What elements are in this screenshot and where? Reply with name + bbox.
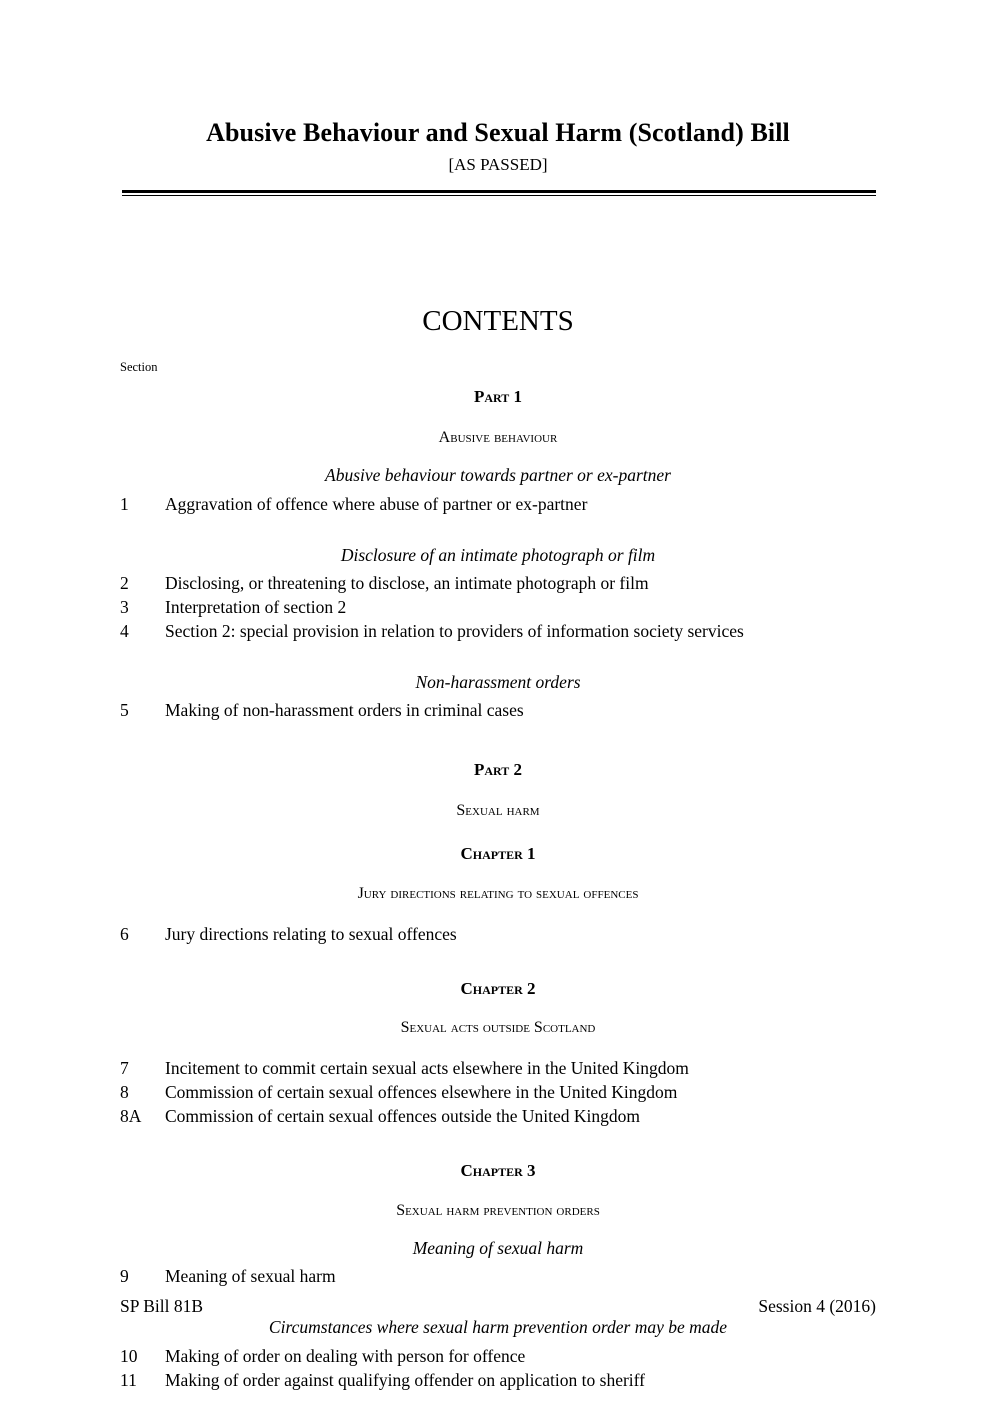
document-title: Abusive Behaviour and Sexual Harm (Scotland) Bill [206, 118, 790, 147]
toc-entry-number: 8 [120, 1081, 129, 1102]
toc-entry-text: Incitement to commit certain sexual acts elsewhere in the United Kingdom [165, 1057, 689, 1078]
toc-entry-text: Jury directions relating to sexual offences [165, 923, 457, 944]
toc-entry-number: 6 [120, 923, 129, 944]
toc-entry-text: Interpretation of section 2 [165, 596, 347, 617]
toc-entry-text: Making of order against qualifying offender on application to sheriff [165, 1369, 645, 1390]
toc-entry-text: Aggravation of offence where abuse of partner or ex-partner [165, 493, 588, 514]
session-reference: Session 4 (2016) [758, 1296, 876, 1316]
contents-heading: CONTENTS [422, 305, 574, 337]
chapter-subtitle-2: Sexual acts outside Scotland [400, 1019, 596, 1037]
toc-entry-text: Making of order on dealing with person for offence [165, 1345, 526, 1366]
document-header [120, 118, 876, 175]
toc-entry-number: 9 [120, 1266, 129, 1287]
group-heading-disclosure-intimate-photograph: Disclosure of an intimate photograph or film [340, 544, 656, 565]
toc-entry-number: 10 [120, 1345, 138, 1366]
toc-entry-number: 11 [120, 1369, 137, 1390]
group-heading-meaning-of-sexual-harm: Meaning of sexual harm [412, 1238, 584, 1259]
toc-entry[interactable] [120, 1344, 876, 1368]
toc-entry-text: Making of non-harassment orders in criminal cases [165, 700, 524, 721]
chapter-subtitle-3: Sexual harm prevention orders [396, 1201, 600, 1219]
toc-entry[interactable] [120, 1080, 876, 1104]
page-footer [120, 1297, 876, 1316]
table-of-contents [120, 388, 876, 1392]
part-heading-1: Part 1 [473, 387, 523, 406]
toc-entry[interactable] [120, 492, 876, 516]
toc-entry[interactable] [120, 1264, 876, 1288]
group-heading-non-harassment-orders: Non-harassment orders [415, 671, 581, 692]
toc-entry[interactable] [120, 922, 876, 946]
divider-thin-line [122, 195, 876, 196]
toc-entry-number: 8A [120, 1105, 142, 1126]
toc-entry[interactable] [120, 1104, 876, 1128]
toc-entry[interactable] [120, 698, 876, 722]
chapter-heading-3: Chapter 3 [460, 1160, 536, 1180]
toc-entry[interactable] [120, 571, 876, 595]
toc-entry-number: 2 [120, 572, 129, 593]
toc-entry-number: 4 [120, 620, 129, 641]
toc-entry[interactable] [120, 595, 876, 619]
toc-entry[interactable] [120, 619, 876, 643]
toc-entry-text: Commission of certain sexual offences outside the United Kingdom [165, 1105, 641, 1126]
header-divider-rule [122, 190, 876, 196]
toc-entry-text: Meaning of sexual harm [165, 1266, 336, 1287]
section-column-label: Section [120, 360, 158, 374]
toc-entry-number: 7 [120, 1057, 129, 1078]
toc-entry-text: Section 2: special provision in relation to providers of information society services [165, 620, 744, 641]
chapter-subtitle-1: Jury directions relating to sexual offences [357, 885, 639, 902]
toc-entry-text: Disclosing, or threatening to disclose, an intimate photograph or film [165, 572, 649, 593]
toc-entry-number: 3 [120, 596, 129, 617]
toc-entry[interactable] [120, 1056, 876, 1080]
chapter-heading-1: Chapter 1 [460, 844, 536, 864]
toc-entry-text: Commission of certain sexual offences elsewhere in the United Kingdom [165, 1081, 678, 1102]
group-heading-circumstances-order-may-be-made: Circumstances where sexual harm prevention order may be made [268, 1317, 728, 1338]
part-subtitle-2: Sexual harm [456, 801, 540, 819]
part-subtitle-1: Abusive behaviour [438, 428, 558, 446]
group-heading-abusive-behaviour-towards-partner: Abusive behaviour towards partner or ex-partner [325, 465, 671, 486]
toc-entry-number: 5 [120, 700, 129, 721]
toc-entry-number: 1 [120, 493, 129, 514]
document-status-subtitle: [AS PASSED] [448, 154, 548, 174]
toc-entry[interactable] [120, 1368, 876, 1392]
bill-reference: SP Bill 81B [120, 1296, 203, 1316]
part-heading-2: Part 2 [473, 760, 523, 780]
chapter-heading-2: Chapter 2 [460, 978, 536, 998]
